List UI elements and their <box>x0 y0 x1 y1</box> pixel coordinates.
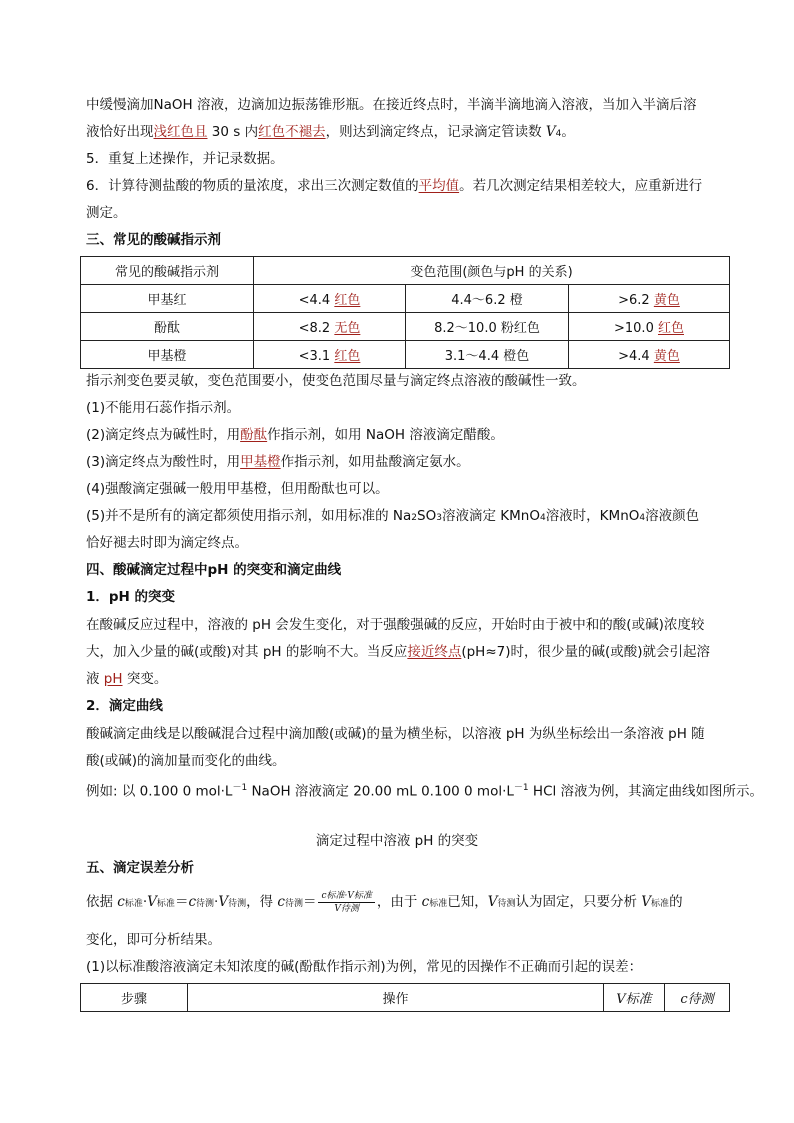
text-segment: ＝ <box>302 894 317 910</box>
color-term: 红色 <box>334 349 361 364</box>
table-row <box>81 313 730 341</box>
text-segment: · <box>214 894 219 910</box>
text-segment: 溶液滴定 KMnO <box>441 508 540 524</box>
text-segment: (3)滴定终点为酸性时，用 <box>86 454 241 470</box>
step-6 <box>86 173 726 200</box>
table-cell: 8.2～10.0 粉红色 <box>406 313 569 341</box>
header-cell: 步骤 <box>81 984 188 1012</box>
variable-v: V <box>147 894 157 910</box>
table-cell <box>569 285 730 313</box>
table-header-row <box>81 257 730 285</box>
subscript: 4 <box>555 129 562 139</box>
text-segment: 。 <box>561 124 575 140</box>
text-segment: (4)强酸滴定强碱一般用甲基橙，但用酚酞也可以。 <box>86 481 389 497</box>
variable-c: c <box>277 894 285 910</box>
variable-c: c <box>188 894 196 910</box>
paragraph-line <box>86 612 726 639</box>
text-segment: 溶液时，KMnO <box>545 508 640 524</box>
subscript: 标准 <box>651 899 670 909</box>
text-segment: 作指示剂，如用盐酸滴定氨水。 <box>280 454 470 470</box>
note-item <box>86 530 726 557</box>
subscript: 标准 <box>429 899 448 909</box>
variable-v: V <box>641 894 652 910</box>
text-segment: 6．计算待测盐酸的物质的量浓度，求出三次测定数值的 <box>86 178 419 194</box>
step-5 <box>86 146 726 173</box>
text-segment: 突变。 <box>122 671 168 687</box>
paragraph-line <box>86 92 726 119</box>
highlight-term: 红色不褪去 <box>258 124 326 140</box>
text-segment: ，由于 <box>376 894 422 910</box>
text-segment: 已知， <box>447 894 488 910</box>
indicator-name: 甲基橙 <box>81 341 254 369</box>
text-segment: 依据 <box>86 894 118 910</box>
note-intro <box>86 368 726 395</box>
superscript: －1 <box>513 783 529 793</box>
variable-c: c <box>117 894 125 910</box>
color-term: 黄色 <box>653 293 680 308</box>
indicator-name: 酚酞 <box>81 313 254 341</box>
paragraph-line <box>86 954 726 981</box>
range-text: <3.1 <box>298 349 335 364</box>
subsection-heading: 1．pH 的突变 <box>86 589 176 605</box>
fraction <box>318 890 374 915</box>
text-segment: (1)不能用石蕊作指示剂。 <box>86 400 241 416</box>
indicator-table <box>80 256 730 369</box>
fraction-denominator: V待测 <box>334 903 359 914</box>
variable-v: V <box>487 894 498 910</box>
text-segment: 中缓慢滴加NaOH 溶液，边滴加边振荡锥形瓶。在接近终点时，半滴半滴地滴入溶液，当加入半滴后溶 <box>86 97 697 113</box>
table-cell: 3.1～4.4 橙色 <box>406 341 569 369</box>
section-heading: 五、滴定误差分析 <box>86 860 194 876</box>
text-segment: 例如: 以 0.100 0 mol·L <box>86 783 233 800</box>
header-cell: c待测 <box>665 984 730 1012</box>
range-text: >4.4 <box>618 349 654 364</box>
table-row <box>81 341 730 369</box>
section-heading: 四、酸碱滴定过程中pH 的突变和滴定曲线 <box>86 562 342 578</box>
note-item <box>86 503 726 532</box>
header-cell: V标准 <box>604 984 665 1012</box>
table-cell <box>254 285 406 313</box>
text-segment: 。若几次测定结果相差较大，应重新进行 <box>459 178 703 194</box>
highlight-term: 接近终点 <box>407 644 462 660</box>
variable-c: c <box>421 894 430 910</box>
text-segment: 30 s 内 <box>207 124 259 140</box>
highlight-term: 浅红色且 <box>153 124 208 140</box>
note-item <box>86 395 726 422</box>
table-row <box>81 285 730 313</box>
highlight-term: 酚酞 <box>240 427 268 443</box>
text-segment: ，则达到滴定终点，记录滴定管读数 <box>325 124 546 140</box>
highlight-term: 平均值 <box>418 178 460 194</box>
subscript: 3 <box>436 513 442 523</box>
text-segment: 认为固定，只要分析 <box>515 894 642 910</box>
highlight-term: pH <box>103 671 123 687</box>
text-segment: 作指示剂，如用 NaOH 溶液滴定醋酸。 <box>267 427 504 443</box>
range-text: <8.2 <box>298 321 335 336</box>
example-line <box>86 775 764 806</box>
text-segment: ＝ <box>174 894 189 910</box>
subscript: 待测 <box>497 899 516 909</box>
table-cell: 4.4～6.2 橙 <box>406 285 569 313</box>
subscript: 待测 <box>284 899 303 909</box>
text-segment: · <box>142 894 148 910</box>
text-segment: 液恰好出现 <box>86 124 154 140</box>
text-segment: 在酸碱反应过程中，溶液的 pH 会发生变化，对于强酸强碱的反应，开始时由于被中和的酸(或碱)浓度较 <box>86 617 705 633</box>
subscript: 待测 <box>196 899 215 909</box>
paragraph-line <box>86 666 726 693</box>
formula-line <box>86 882 726 924</box>
text-segment: SO <box>417 508 437 524</box>
color-term: 红色 <box>334 293 361 308</box>
text-segment: NaOH 溶液滴定 20.00 mL 0.100 0 mol·L <box>247 783 514 800</box>
table-header-row <box>81 984 730 1012</box>
text-segment: 的 <box>669 894 683 910</box>
range-text: <4.4 <box>298 293 335 308</box>
table-cell <box>569 341 730 369</box>
subscript: 4 <box>639 513 646 523</box>
subscript: 待测 <box>228 899 247 909</box>
subscript: 2 <box>411 513 418 523</box>
text-segment: HCl 溶液为例，其滴定曲线如图所示。 <box>528 783 764 800</box>
subscript: 4 <box>539 513 546 523</box>
table-cell <box>254 341 406 369</box>
text-segment: 5．重复上述操作，并记录数据。 <box>86 151 284 167</box>
variable-v: V <box>545 124 556 140</box>
note-item <box>86 476 726 503</box>
subscript: 标准 <box>156 899 175 909</box>
note-item <box>86 422 726 449</box>
highlight-term: 甲基橙 <box>240 454 281 470</box>
error-table <box>80 983 730 1012</box>
color-term: 无色 <box>334 321 361 336</box>
text-segment: 大，加入少量的碱(或酸)对其 pH 的影响不大。当反应 <box>86 644 408 660</box>
text-segment: (1)以标准酸溶液滴定未知浓度的碱(酚酞作指示剂)为例，常见的因操作不正确而引起的误差： <box>86 959 643 975</box>
color-term: 红色 <box>657 321 684 336</box>
text-segment: 恰好褪去时即为滴定终点。 <box>86 535 248 551</box>
color-term: 黄色 <box>653 349 680 364</box>
text-segment: 指示剂变色要灵敏，变色范围要小，使变色范围尽量与滴定终点溶液的酸碱性一致。 <box>86 373 586 389</box>
text-segment: 酸碱滴定曲线是以酸碱混合过程中滴加酸(或碱)的量为横坐标，以溶液 pH 为纵坐标绘出一条溶液 pH 随 <box>86 726 705 742</box>
text-segment: (2)滴定终点为碱性时，用 <box>86 427 241 443</box>
note-item <box>86 449 726 476</box>
header-cell: 常见的酸碱指示剂 <box>81 257 254 285</box>
text-segment: ，得 <box>246 894 278 910</box>
paragraph-line <box>86 200 726 227</box>
header-cell: 操作 <box>188 984 604 1012</box>
subscript: 标准 <box>124 899 143 909</box>
table-cell <box>254 313 406 341</box>
text-segment: (5)并不是所有的滴定都须使用指示剂，如用标准的 Na <box>86 508 412 524</box>
paragraph-line <box>86 748 726 775</box>
text-segment: 酸(或碱)的滴加量而变化的曲线。 <box>86 753 286 769</box>
paragraph-line <box>86 119 726 148</box>
superscript: －1 <box>232 783 248 793</box>
paragraph-line <box>86 639 726 666</box>
text-segment: 溶液颜色 <box>645 508 700 524</box>
table-cell <box>569 313 730 341</box>
range-text: >6.2 <box>618 293 654 308</box>
text-segment: 测定。 <box>86 205 127 221</box>
text-segment: (pH≈7)时，很少量的碱(或酸)就会引起溶 <box>461 644 711 660</box>
indicator-name: 甲基红 <box>81 285 254 313</box>
paragraph-line <box>86 721 726 748</box>
paragraph-line <box>86 927 726 954</box>
text-segment: 变化，即可分析结果。 <box>86 932 221 948</box>
fraction-numerator: c标准·V标准 <box>318 890 374 903</box>
header-cell: 变色范围(颜色与pH 的关系) <box>254 257 730 285</box>
subsection-heading: 2．滴定曲线 <box>86 698 163 714</box>
figure-caption: 滴定过程中溶液 pH 的突变 <box>315 833 479 849</box>
section-heading: 三、常见的酸碱指示剂 <box>86 232 221 248</box>
text-segment: 液 <box>86 671 104 687</box>
variable-v: V <box>218 894 229 910</box>
range-text: >10.0 <box>614 321 658 336</box>
